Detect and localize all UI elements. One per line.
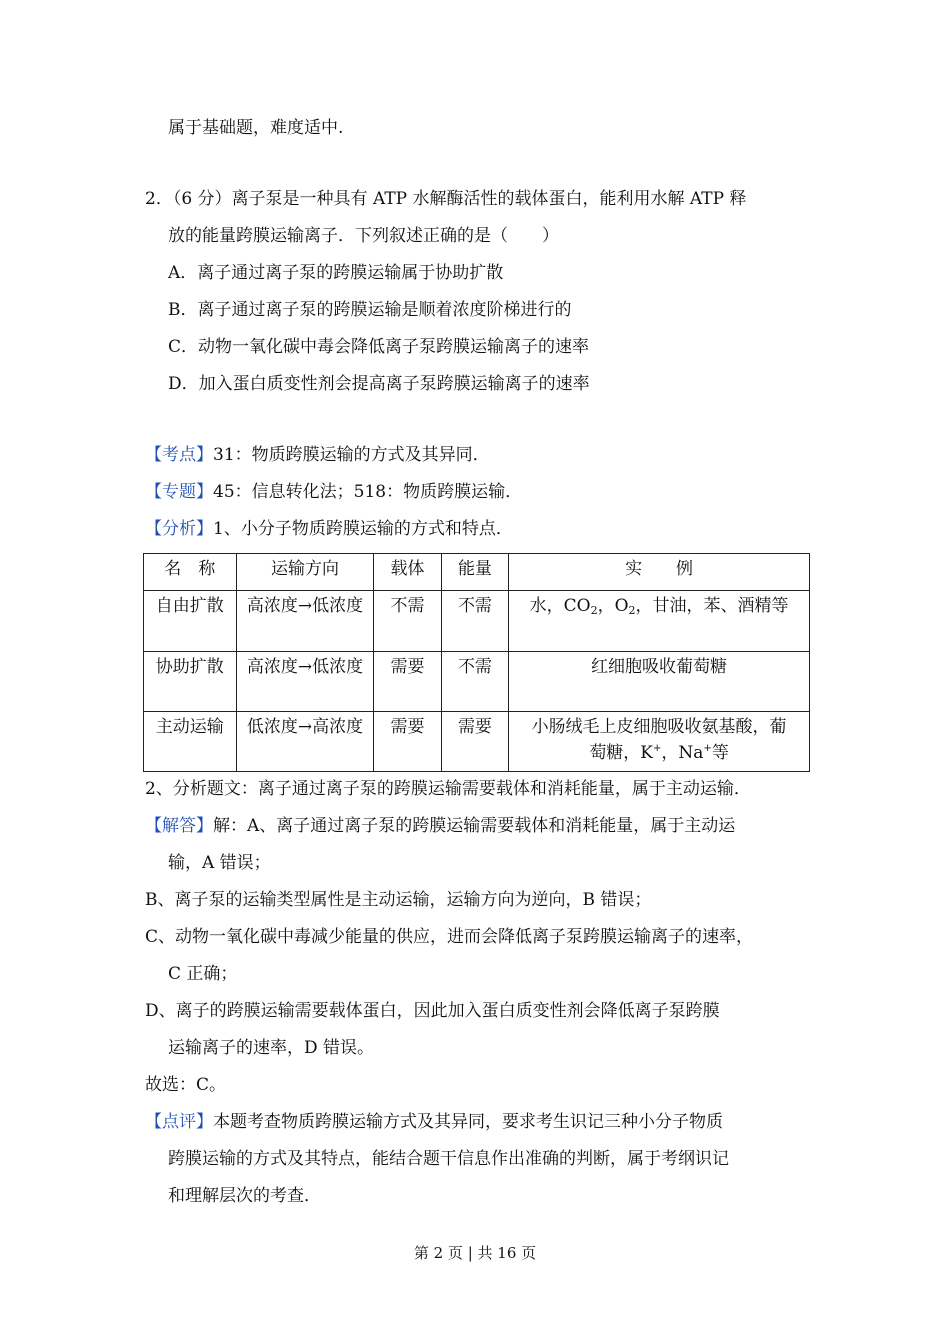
question-score: （6 分） [172, 189, 232, 209]
dianping-tag: 【点评】 [145, 1112, 213, 1132]
superscript: + [653, 743, 662, 754]
cell-name: 主动运输 [144, 712, 237, 772]
cell-carrier: 不需 [374, 591, 441, 652]
table-header-row [144, 554, 810, 591]
table-row [144, 591, 810, 652]
option-d: D．加入蛋白质变性剂会提高离子泵跨膜运输离子的速率 [168, 374, 590, 394]
jieda-line1 [145, 814, 735, 838]
transport-comparison-table [143, 553, 810, 772]
answer-d-line1: D、离子的跨膜运输需要载体蛋白，因此加入蛋白质变性剂会降低离子泵跨膜 [145, 1001, 720, 1021]
kaodian-tag: 【考点】 [145, 445, 213, 465]
header-name: 名 称 [144, 554, 237, 591]
subscript: 2 [590, 604, 598, 617]
fenxi-line [145, 517, 513, 541]
answer-b-text: B、离子泵的运输类型属性是主动运输，运输方向为逆向，B 错误； [145, 890, 652, 910]
dianping-line3: 和理解层次的考查． [168, 1186, 321, 1206]
jieda-tag: 【解答】 [145, 816, 213, 836]
example-text: 小肠绒毛上皮细胞吸收氨基酸，葡 [531, 717, 787, 737]
question-stem-text: 离子泵是一种具有 ATP 水解酶活性的载体蛋白，能利用水解 ATP 释 [231, 189, 747, 209]
cell-example [509, 712, 810, 772]
zhuanti-text: 45：信息转化法；518：物质跨膜运输． [213, 482, 523, 502]
kaodian-line [145, 443, 490, 467]
question-number: 2． [145, 189, 173, 209]
fenxi-tag: 【分析】 [145, 519, 213, 539]
fenxi-text: 1、小分子物质跨膜运输的方式和特点． [213, 519, 513, 539]
option-b: B．离子通过离子泵的跨膜运输是顺着浓度阶梯进行的 [168, 300, 572, 320]
page-footer: 第 2 页 | 共 16 页 [413, 1244, 537, 1262]
header-direction: 运输方向 [236, 554, 374, 591]
cell-example [509, 591, 810, 652]
zhuanti-line [145, 480, 522, 504]
dianping-line1 [145, 1110, 723, 1134]
cell-name: 自由扩散 [144, 591, 237, 652]
choice-text: 故选：C。 [145, 1075, 227, 1095]
question-stem-line1 [145, 187, 746, 211]
cell-carrier: 需要 [374, 652, 441, 712]
subscript: 2 [628, 604, 636, 617]
example-text: 水，CO [529, 596, 591, 616]
table-row [144, 712, 810, 772]
answer-d-line2: 运输离子的速率，D 错误。 [168, 1038, 375, 1058]
example-text: 萄糖，K [589, 743, 654, 763]
cell-energy: 不需 [441, 652, 508, 712]
cell-direction: 高浓度→低浓度 [236, 591, 374, 652]
cell-carrier: 需要 [374, 712, 441, 772]
dianping-text: 本题考查物质跨膜运输方式及其异同，要求考生识记三种小分子物质 [213, 1112, 723, 1132]
header-energy: 能量 [441, 554, 508, 591]
example-text: ，甘油，苯、酒精等 [635, 596, 789, 616]
answer-c-line1: C、动物一氧化碳中毒减少能量的供应，进而会降低离子泵跨膜运输离子的速率， [145, 927, 754, 947]
example-text: ，O [597, 596, 629, 616]
header-carrier: 载体 [374, 554, 441, 591]
question-stem-line2: 放的能量跨膜运输离子．下列叙述正确的是（ ） [168, 226, 559, 246]
option-a: A．离子通过离子泵的跨膜运输属于协助扩散 [168, 263, 504, 283]
header-example: 实 例 [509, 554, 810, 591]
cell-name: 协助扩散 [144, 652, 237, 712]
dianping-line2: 跨膜运输的方式及其特点，能结合题干信息作出准确的判断，属于考纲识记 [168, 1149, 729, 1169]
superscript: + [703, 743, 712, 754]
example-text: 等 [711, 743, 729, 763]
cell-direction: 低浓度→高浓度 [236, 712, 374, 772]
answer-c-line2: C 正确； [168, 964, 238, 984]
cell-energy: 需要 [441, 712, 508, 772]
analysis2-text: 2、分析题文：离子通过离子泵的跨膜运输需要载体和消耗能量，属于主动运输． [145, 779, 751, 799]
intro-tail-text: 属于基础题，难度适中. [168, 118, 344, 138]
cell-direction: 高浓度→低浓度 [236, 652, 374, 712]
kaodian-text: 31：物质跨膜运输的方式及其异同． [213, 445, 490, 465]
zhuanti-tag: 【专题】 [145, 482, 213, 502]
cell-energy: 不需 [441, 591, 508, 652]
jieda-line2: 输，A 错误； [168, 853, 271, 873]
jieda-text: 解：A、离子通过离子泵的跨膜运输需要载体和消耗能量，属于主动运 [213, 816, 736, 836]
cell-example: 红细胞吸收葡萄糖 [509, 652, 810, 712]
option-c: C．动物一氧化碳中毒会降低离子泵跨膜运输离子的速率 [168, 337, 590, 357]
example-text: ，Na [661, 743, 704, 763]
table-row [144, 652, 810, 712]
